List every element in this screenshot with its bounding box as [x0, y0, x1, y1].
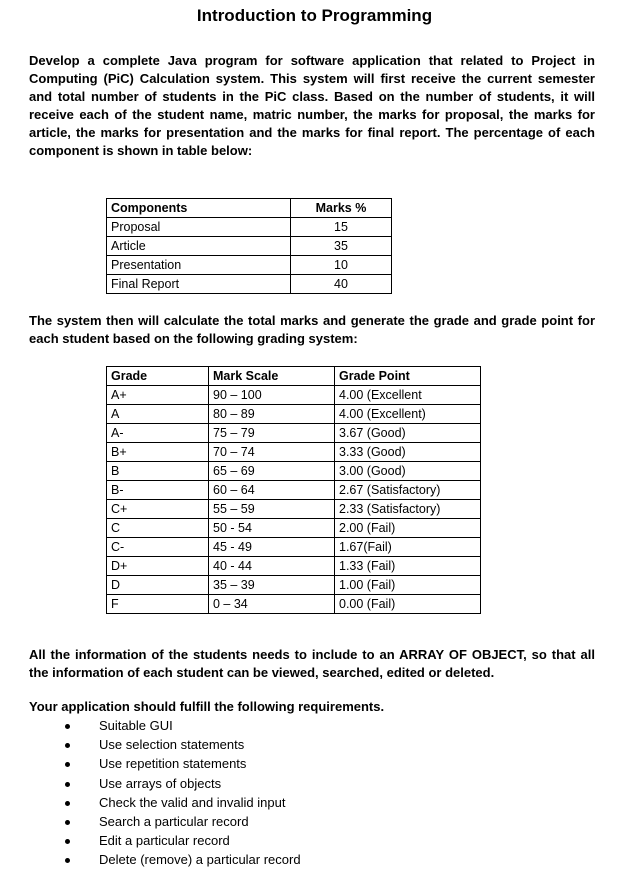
- table-cell: 3.67 (Good): [335, 424, 481, 443]
- table-cell: 0 – 34: [209, 595, 335, 614]
- table-cell: 45 - 49: [209, 538, 335, 557]
- list-item: [60, 793, 301, 812]
- table-cell: 3.33 (Good): [335, 443, 481, 462]
- table-header-cell: Mark Scale: [209, 367, 335, 386]
- table-cell: 65 – 69: [209, 462, 335, 481]
- table-row: [107, 405, 481, 424]
- list-item-label: Search a particular record: [99, 813, 249, 829]
- table-row: [107, 557, 481, 576]
- table-cell: A: [107, 405, 209, 424]
- table-cell: 3.00 (Good): [335, 462, 481, 481]
- list-item-label: Use selection statements: [99, 737, 245, 753]
- table-cell: 80 – 89: [209, 405, 335, 424]
- table-cell: 35: [291, 237, 392, 256]
- requirements-list: [60, 716, 301, 870]
- table-cell: A-: [107, 424, 209, 443]
- list-item: [60, 831, 301, 850]
- list-item-label: Use repetition statements: [99, 756, 247, 772]
- table-header-row: [107, 199, 392, 218]
- table-cell: C: [107, 519, 209, 538]
- table-cell: 2.67 (Satisfactory): [335, 481, 481, 500]
- table-cell: D+: [107, 557, 209, 576]
- bullet-icon: [65, 820, 70, 825]
- table-cell: B-: [107, 481, 209, 500]
- table-cell: 90 – 100: [209, 386, 335, 405]
- list-item-label: Check the valid and invalid input: [99, 794, 286, 810]
- table-cell: 40 - 44: [209, 557, 335, 576]
- table-cell: 55 – 59: [209, 500, 335, 519]
- requirements-heading: Your application should fulfill the following requirements.: [29, 699, 385, 714]
- table-cell: 1.33 (Fail): [335, 557, 481, 576]
- table-row: [107, 256, 392, 275]
- table-cell: B+: [107, 443, 209, 462]
- bullet-icon: [65, 724, 70, 729]
- table-row: [107, 218, 392, 237]
- components-table: [106, 198, 392, 294]
- list-item: [60, 735, 301, 754]
- table-cell: F: [107, 595, 209, 614]
- list-item-label: Edit a particular record: [99, 833, 230, 849]
- table-row: [107, 481, 481, 500]
- table-header-cell: Components: [107, 199, 291, 218]
- table-cell: 1.00 (Fail): [335, 576, 481, 595]
- list-item: [60, 774, 301, 793]
- grading-intro-paragraph: The system then will calculate the total marks and generate the grade and grade point for each student based on the following grading system:: [29, 313, 595, 346]
- table-header-cell: Grade: [107, 367, 209, 386]
- bullet-icon: [65, 839, 70, 844]
- bullet-icon: [65, 858, 70, 863]
- table-row: [107, 595, 481, 614]
- list-item: [60, 716, 301, 735]
- table-row: [107, 519, 481, 538]
- document-title: Introduction to Programming: [196, 6, 433, 25]
- table-cell: 1.67(Fail): [335, 538, 481, 557]
- grading-table: [106, 366, 481, 614]
- table-cell: Presentation: [107, 256, 291, 275]
- table-cell: 2.00 (Fail): [335, 519, 481, 538]
- table-cell: 15: [291, 218, 392, 237]
- table-cell: C+: [107, 500, 209, 519]
- table-row: [107, 576, 481, 595]
- table-row: [107, 237, 392, 256]
- list-item: [60, 812, 301, 831]
- list-item-label: Delete (remove) a particular record: [99, 852, 301, 868]
- table-row: [107, 538, 481, 557]
- table-cell: Final Report: [107, 275, 291, 294]
- table-cell: 2.33 (Satisfactory): [335, 500, 481, 519]
- table-cell: 60 – 64: [209, 481, 335, 500]
- table-cell: 70 – 74: [209, 443, 335, 462]
- table-row: [107, 424, 481, 443]
- table-header-row: [107, 367, 481, 386]
- table-header-cell: Grade Point: [335, 367, 481, 386]
- table-cell: Proposal: [107, 218, 291, 237]
- table-cell: C-: [107, 538, 209, 557]
- bullet-icon: [65, 743, 70, 748]
- table-cell: 4.00 (Excellent: [335, 386, 481, 405]
- table-cell: 40: [291, 275, 392, 294]
- table-cell: Article: [107, 237, 291, 256]
- table-cell: 10: [291, 256, 392, 275]
- table-cell: B: [107, 462, 209, 481]
- array-note-paragraph: All the information of the students needs to include to an ARRAY OF OBJECT, so that all the information of each student can be viewed, searched, edited or deleted.: [29, 647, 595, 680]
- table-cell: D: [107, 576, 209, 595]
- table-row: [107, 462, 481, 481]
- table-cell: 50 - 54: [209, 519, 335, 538]
- table-row: [107, 386, 481, 405]
- table-cell: A+: [107, 386, 209, 405]
- bullet-icon: [65, 762, 70, 767]
- table-row: [107, 443, 481, 462]
- table-row: [107, 500, 481, 519]
- list-item-label: Suitable GUI: [99, 718, 173, 733]
- list-item-label: Use arrays of objects: [99, 775, 222, 791]
- list-item: [60, 850, 301, 869]
- intro-paragraph: Develop a complete Java program for software application that related to Project in Computing (PiC) Calculation system. This system will first receive the current semester and total number of students in the PiC class. Based on the number of students, it will receive each of the student name, matric number, the marks for proposal, the marks for article, the marks for presentation and the marks for final report. The percentage of each component is shown in table below:: [29, 53, 595, 158]
- table-cell: 35 – 39: [209, 576, 335, 595]
- bullet-icon: [65, 801, 70, 806]
- table-cell: 0.00 (Fail): [335, 595, 481, 614]
- table-header-cell: Marks %: [291, 199, 392, 218]
- list-item: [60, 754, 301, 773]
- table-row: [107, 275, 392, 294]
- table-cell: 75 – 79: [209, 424, 335, 443]
- table-cell: 4.00 (Excellent): [335, 405, 481, 424]
- bullet-icon: [65, 782, 70, 787]
